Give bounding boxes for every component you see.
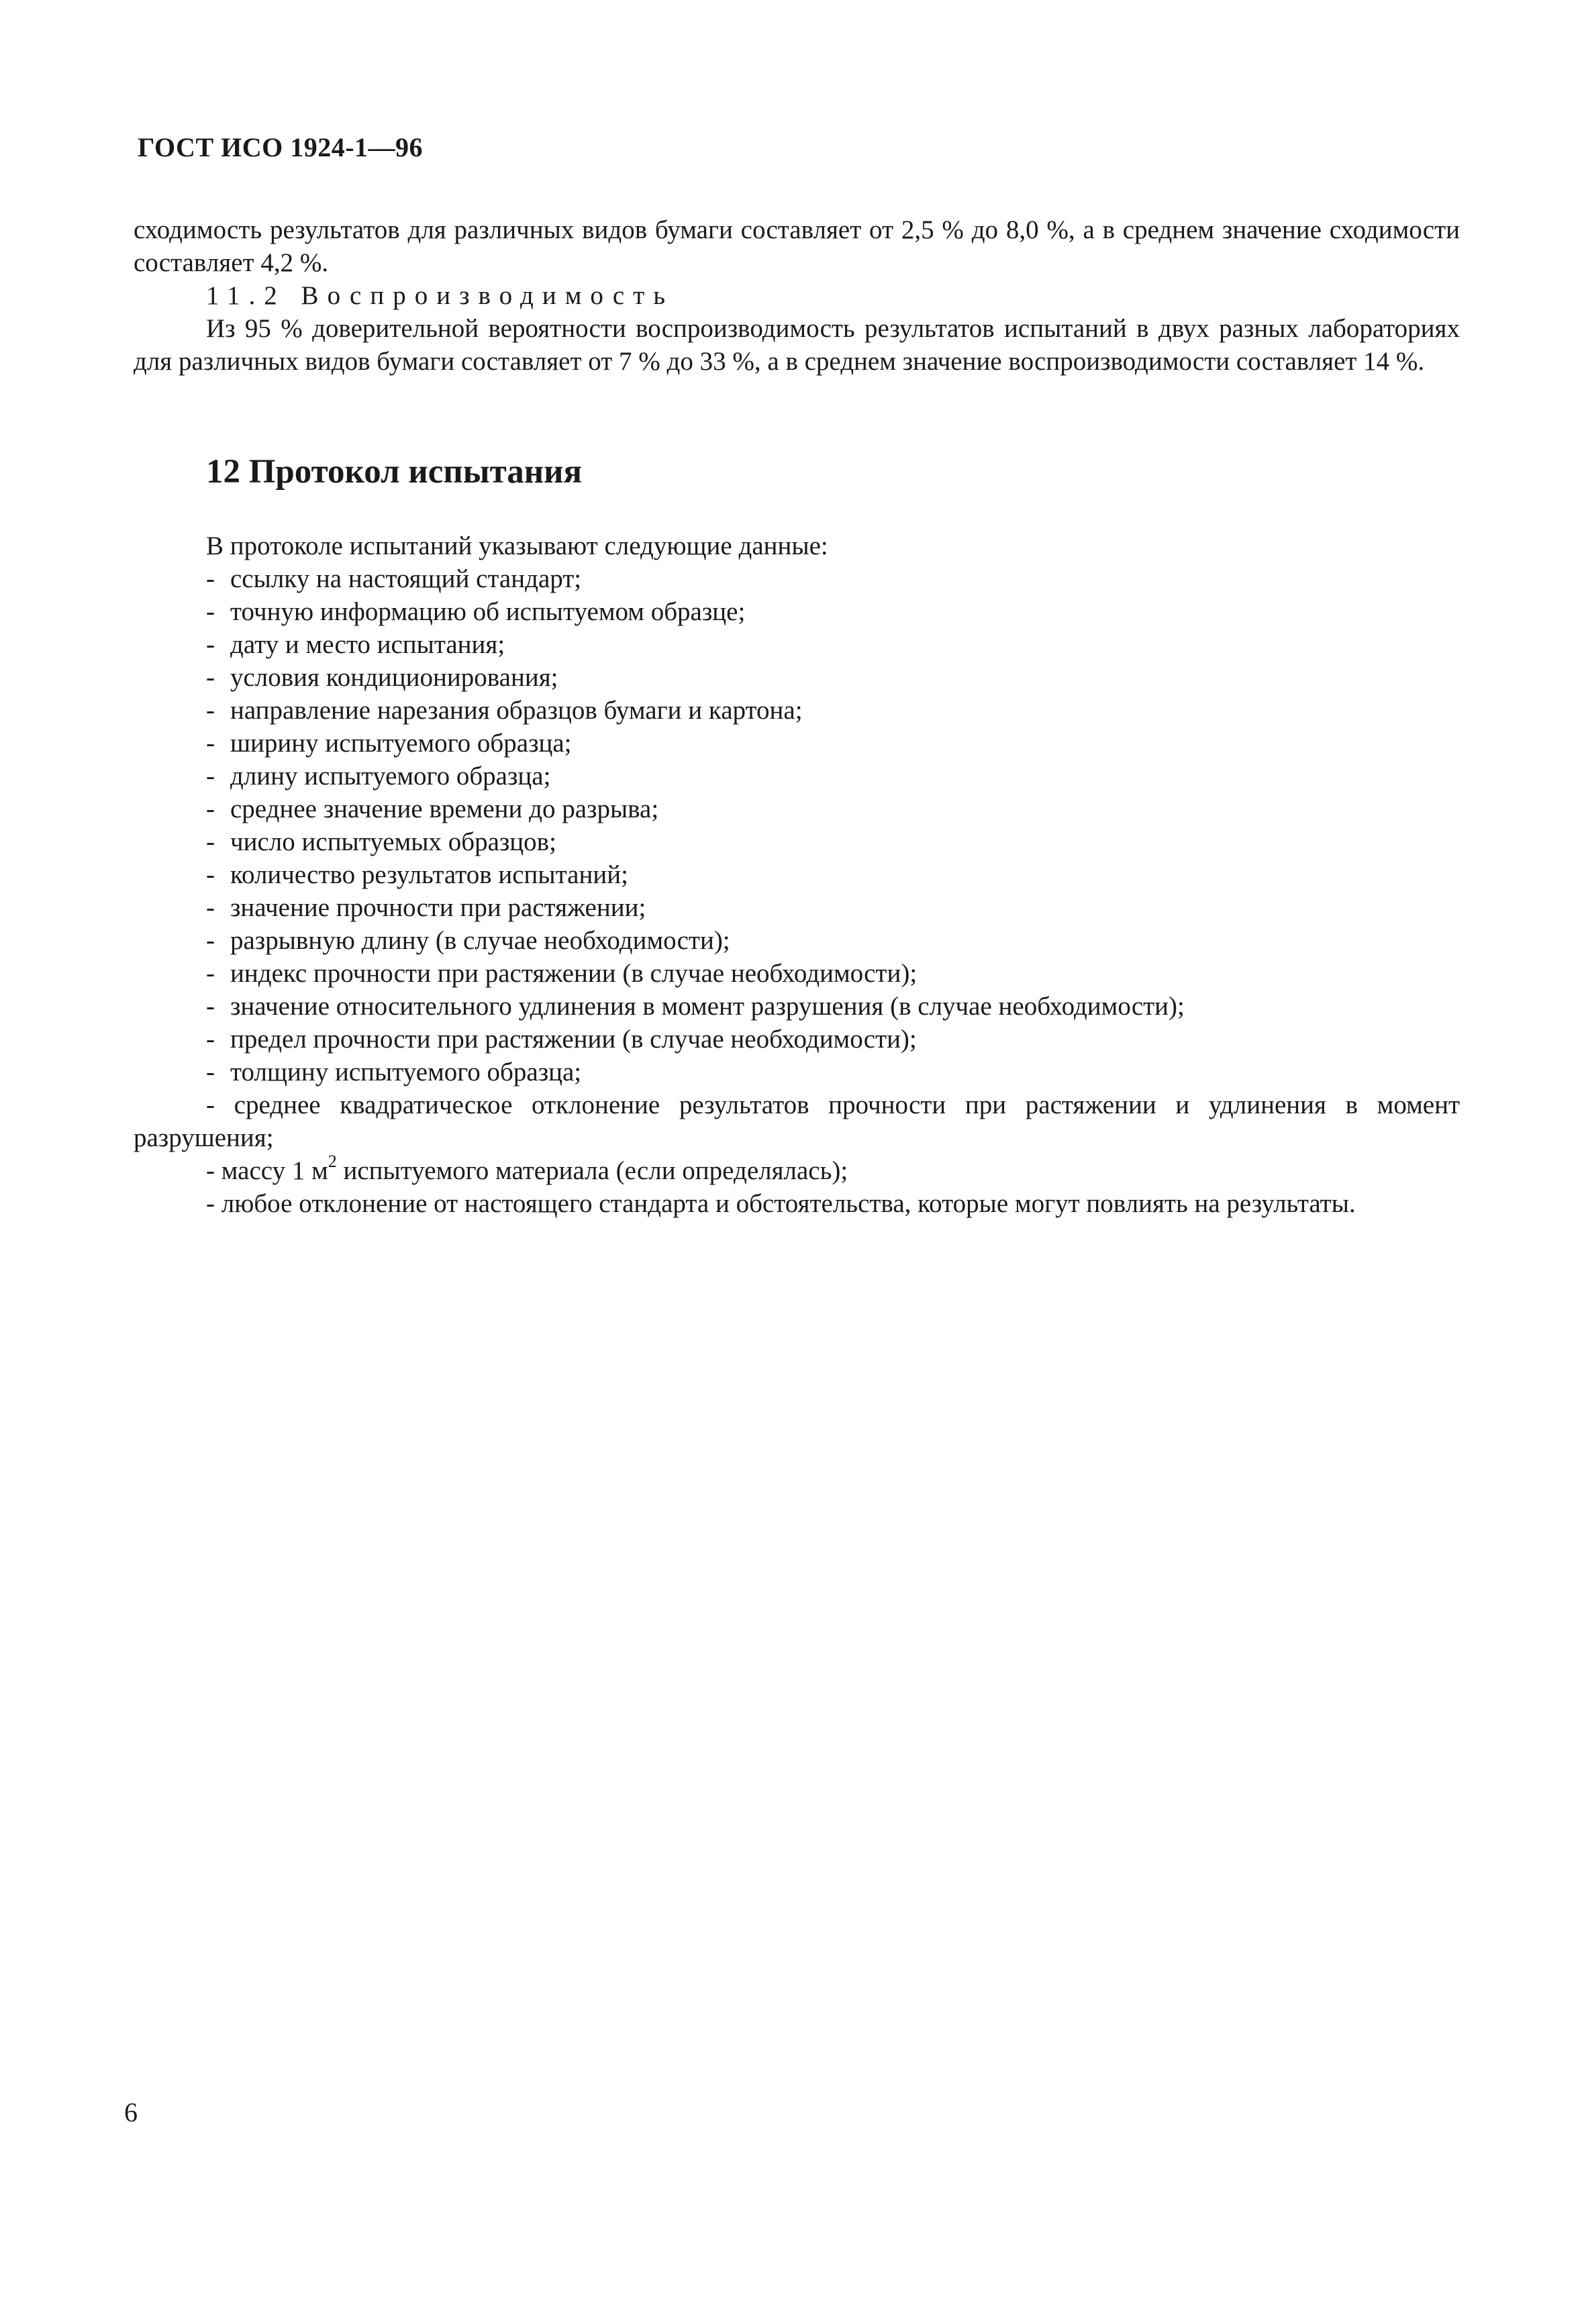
list-item-text: ширину испытуемого образца; bbox=[230, 729, 572, 758]
list-item bbox=[134, 891, 1460, 924]
list-dash: - bbox=[206, 762, 215, 791]
list-item-text: длину испытуемого образца; bbox=[230, 762, 551, 791]
list-item-mass-start: - массу 1 м bbox=[206, 1156, 328, 1185]
list-dash: - bbox=[206, 696, 215, 725]
list-dash: - bbox=[206, 893, 215, 922]
list-item bbox=[134, 694, 1460, 727]
list-item-text: число испытуемых образцов; bbox=[230, 827, 556, 856]
list-dash: - bbox=[206, 597, 215, 626]
protocol-items-list bbox=[134, 562, 1460, 1089]
list-dash: - bbox=[206, 959, 215, 988]
list-item-text: количество результатов испытаний; bbox=[230, 860, 628, 889]
list-dash: - bbox=[206, 630, 215, 659]
list-dash: - bbox=[206, 992, 215, 1021]
page-number: 6 bbox=[124, 2097, 138, 2127]
list-item bbox=[134, 957, 1460, 990]
list-item-text: предел прочности при растяжении (в случае необходимости); bbox=[230, 1025, 917, 1054]
list-dash: - bbox=[206, 663, 215, 692]
list-item-deviation: - любое отклонение от настоящего стандарта и обстоятельства, которые могут повлиять на результаты. bbox=[206, 1189, 1356, 1218]
list-dash: - bbox=[206, 1058, 215, 1087]
list-item bbox=[134, 1023, 1460, 1056]
list-item bbox=[134, 990, 1460, 1023]
list-item-standard-deviation: - среднее квадратическое отклонение результатов прочности при растяжении и удлинения в момент разрушения; bbox=[134, 1091, 1460, 1152]
list-item-mass-end: испытуемого материала (если определялась); bbox=[336, 1156, 848, 1185]
list-dash: - bbox=[206, 1025, 215, 1054]
list-item bbox=[134, 793, 1460, 825]
section-11-continuation bbox=[134, 213, 1460, 378]
protocol-section bbox=[134, 529, 1460, 1220]
reproducibility-paragraph: Из 95 % доверительной вероятности воспроизводимость результатов испытаний в двух разных лабораториях для различных видов бумаги составляет от 7 % до 33 %, а в среднем значение воспроизводимости составляет 14 %. bbox=[134, 314, 1460, 376]
list-item-text: толщину испытуемого образца; bbox=[230, 1058, 582, 1087]
list-item bbox=[134, 1056, 1460, 1089]
list-item-text: ссылку на настоящий стандарт; bbox=[230, 564, 582, 593]
list-item bbox=[134, 595, 1460, 628]
list-item-text: значение относительного удлинения в момент разрушения (в случае необходимости); bbox=[230, 992, 1185, 1021]
list-item bbox=[134, 924, 1460, 957]
list-item bbox=[134, 825, 1460, 858]
list-dash: - bbox=[206, 795, 215, 823]
list-item bbox=[134, 628, 1460, 661]
list-item bbox=[134, 661, 1460, 694]
list-dash: - bbox=[206, 729, 215, 758]
list-item-text: индекс прочности при растяжении (в случае необходимости); bbox=[230, 959, 918, 988]
superscript-two: 2 bbox=[328, 1152, 337, 1171]
list-item bbox=[134, 760, 1460, 793]
subsection-title-reproducibility: 11.2 Воспроизводимость bbox=[206, 281, 675, 310]
list-item-text: разрывную длину (в случае необходимости); bbox=[230, 926, 730, 955]
repeatability-paragraph: сходимость результатов для различных видов бумаги составляет от 2,5 % до 8,0 %, а в среднем значение сходимости составляет 4,2 %. bbox=[134, 215, 1460, 277]
list-item bbox=[134, 727, 1460, 760]
list-item-mass bbox=[134, 1154, 1460, 1187]
list-dash: - bbox=[206, 860, 215, 889]
list-item bbox=[134, 562, 1460, 595]
list-dash: - bbox=[206, 564, 215, 593]
list-item-text: дату и место испытания; bbox=[230, 630, 505, 659]
list-item-text: направление нарезания образцов бумаги и картона; bbox=[230, 696, 803, 725]
document-header: ГОСТ ИСО 1924-1—96 bbox=[138, 132, 424, 162]
list-dash: - bbox=[206, 926, 215, 955]
protocol-items-long-list bbox=[134, 1089, 1460, 1220]
list-item-text: значение прочности при растяжении; bbox=[230, 893, 646, 922]
list-item-text: среднее значение времени до разрыва; bbox=[230, 795, 659, 823]
section-title: 12 Протокол испытания bbox=[206, 453, 583, 491]
list-dash: - bbox=[206, 827, 215, 856]
protocol-intro: В протоколе испытаний указывают следующие данные: bbox=[206, 532, 828, 560]
list-item bbox=[134, 858, 1460, 891]
list-item-text: условия кондиционирования; bbox=[230, 663, 558, 692]
list-item-text: точную информацию об испытуемом образце; bbox=[230, 597, 746, 626]
